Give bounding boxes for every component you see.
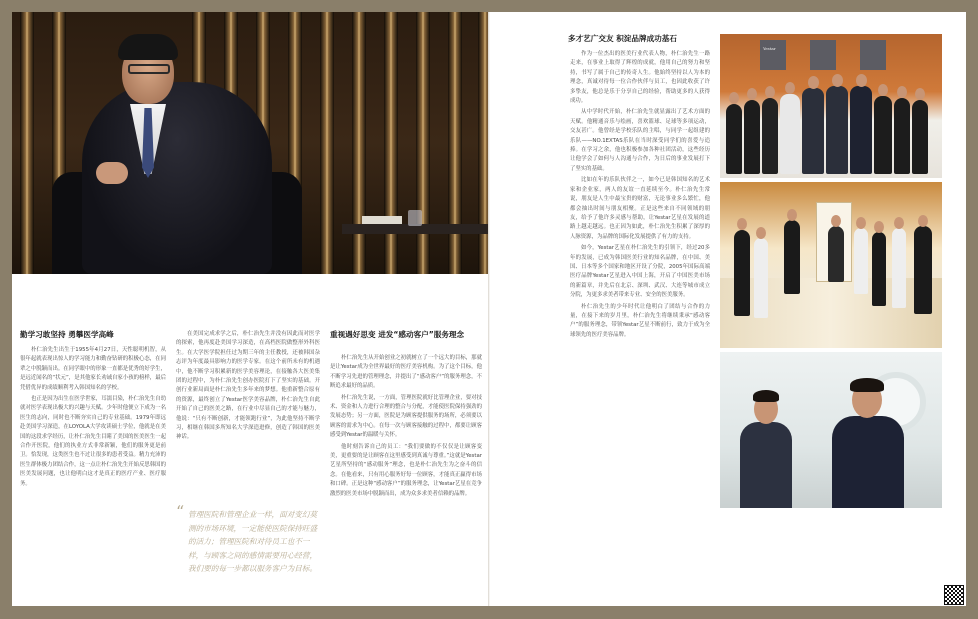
section-heading-1: 勤学习敢坚持 勇攀医学高峰	[20, 330, 114, 339]
right-column-1	[570, 50, 710, 602]
pull-quote: 管理医院和管理企业一样，面对变幻莫测的市场环境，一定能使医院保持旺盛的活力；管理医院和对待员工也不一样，与顾客之间的感情需要用心经营，我们要的每一步都以服务客户为目标。	[188, 510, 318, 574]
paragraph: 朴仁治先生说，一方面，管理医院就好比管理企业，要对技术、资金和人力进行合理的整合与分配，才能使医院保持强劲的发展态势；另一方面，医院是为顾客提供服务的场所，必须要以顾客的需求为中心。在每一次与顾客接触的过程中，都要让顾客感受到Yestar的温暖与关怀。	[330, 394, 482, 439]
qr-code	[944, 585, 964, 605]
paragraph: 朴仁治先生从开始创业之初就树立了一个远大的目标，那就是让Yestar成为全世界最好的医疗美容机构。为了这个目标，他不断学习先进的管理理念，并提出了“感动客户”的服务理念，不断追求最好的品质。	[330, 355, 482, 390]
section-heading-2: 重视遇好思变 进发“感动客户”服务理念	[330, 330, 465, 339]
paragraph: 作为一位杰出的医美行业代表人物，朴仁治先生一路走来，在事业上取得了辉煌的成就，他用自己的努力和坚持，书写了属于自己的传奇人生。他始终坚持以人为本的理念，真诚对待每一位合作伙伴与员工，也因此收获了许多挚友，他总是乐于分享自己的经验，帮助更多的人获得成功。	[570, 51, 710, 105]
paragraph: 朴仁治先生出生于1955年4月27日，天性聪明机智，从很年起就表现出惊人的学习能力和勤奋钻研的积极心态，在同辈之中脱颖而出。在同学眼中的形象一直都是优秀的好学生，是远近闻名的“状元”，是其他家长劝诫自家小孩的榜样，最后凭借优异的成绩顺利考入韩国知名的学校。	[20, 347, 166, 391]
paragraph: 朴仁治先生的少年时代让他明白了团结与合作的力量，在接下来的岁月里，朴仁治先生将继续秉承“感动客户”的服务理念，带领Yestar艺星不断前行，致力于成为全球领先的医疗美容品牌。	[570, 303, 710, 338]
quote-mark: “	[176, 502, 185, 521]
lobby-photo	[720, 182, 942, 348]
banner-text: Yestar	[763, 46, 776, 51]
left-column-3	[330, 354, 482, 602]
paragraph: 他时刻告诉自己的员工：“我们要做的不仅仅是让顾客变美，更重要的是让顾客在这里感受到真诚与尊重。”这就是Yestar艺星所坚持的“感动服务”理念，也是朴仁治先生为之奋斗的信念。在他看来，只有用心服务好每一位顾客，才能真正赢得市场和口碑。正是这种“感动客户”的服务理念，让Yestar艺星在竞争激烈的医美市场中脱颖而出，成为众多求美者信赖的品牌。	[330, 443, 482, 497]
right-page	[490, 12, 966, 606]
group-photo	[720, 34, 942, 178]
paragraph: 从中学时代开始，朴仁治先生就显露出了艺术方面的天赋。他精通音乐与绘画，喜欢篮球、足球等多项运动，交友甚广。他曾经是学校乐队的主唱，与同学一起组建的乐队——NO.1EXTAS乐队在当时深受同学们的喜爱与追捧。在学习之余，他也积极参加各种社团活动，这些经历让他学会了如何与人沟通与合作，为日后的事业发展打下了坚实的基础。	[570, 109, 710, 172]
paragraph: 如今，Yestar艺星在朴仁治先生的引领下，经过20多年的发展，已成为韩国医美行业的知名品牌，在中国、美国、日本等多个国家和地区开设了分院，2005年国际高端医疗品牌Yestar艺星进入中国上海，开启了中国医美市场的新篇章，并先后在北京、深圳、武汉、大连等城市成立分院，为更多求美者带来专业、安全的医美服务。	[570, 245, 710, 299]
left-column-2	[176, 330, 320, 445]
paragraph: 比如在年的乐队伙伴之一，如今已是韩国知名的艺术家和企业家，两人的友谊一直延续至今。朴仁治先生常说，朋友是人生中最宝贵的财富，无论事业多么繁忙，他都会抽出时间与朋友相聚。正是这些来自不同领域的朋友，给予了他许多灵感与帮助，让Yestar艺星在发展的道路上越走越远。也正因为如此，朴仁治先生积累了深厚的人脉资源，为品牌的国际化发展提供了有力的支持。	[570, 177, 710, 240]
left-page	[12, 12, 490, 606]
paragraph: 也正是因为出生在医学世家，耳濡目染，朴仁治先生自幼就对医学表现出极大的兴趣与天赋。少年时他便立下成为一名医生的志向，同时也不断夯实自己的专业基础。1979年即远赴美国学习深造，在LOYOLA大学攻读硕士学位，他就是在美国的这段求学经历，让朴仁治先生目睹了美国的医美医生一起合作开医院，他们的执业方式非常新颖，他们的服务更是前卫。恰发现，这类医生也不过让很多的患者受益。精力充沛的医生群体极力团结合作，这一点让朴仁治先生开始反思韩国的医美发展问题，也让他明白这才是真正的医疗产业、医疗服务。	[20, 396, 166, 487]
left-column-1	[20, 346, 166, 491]
portrait-photo	[12, 12, 490, 274]
doctors-photo	[720, 352, 942, 508]
section-heading-3: 多才艺广交友 积淀品牌成功基石	[568, 34, 677, 43]
paragraph: 在美国完成求学之后，朴仁治先生并没有因此而对医学的探索，他再度赴美国学习深造，在高档医院做整形外科医生。在大学医学院担任过为期三年的主任教授，还被韩国杂志评为年度最具影响力的医学专家。在这个前所未有的机遇中，他不断学习积累新的医学美容理论，在接触各大医美集团的过程中，为朴仁治先生创办医院打下了坚实的基础。开创行业新局面是朴仁治先生多年来的梦想。他重新整合原有的资源，最终创立了Yestar医学美容品牌，朴仁治先生自此开始了自己的医美之路，在行业中尽显自己的才能与魅力，他说：“只有不断创新，才能领跑行业”，为此他坚持不断学习，相继在韩国多所知名大学深造进修，创造了韩国的医美神话。	[176, 331, 320, 441]
